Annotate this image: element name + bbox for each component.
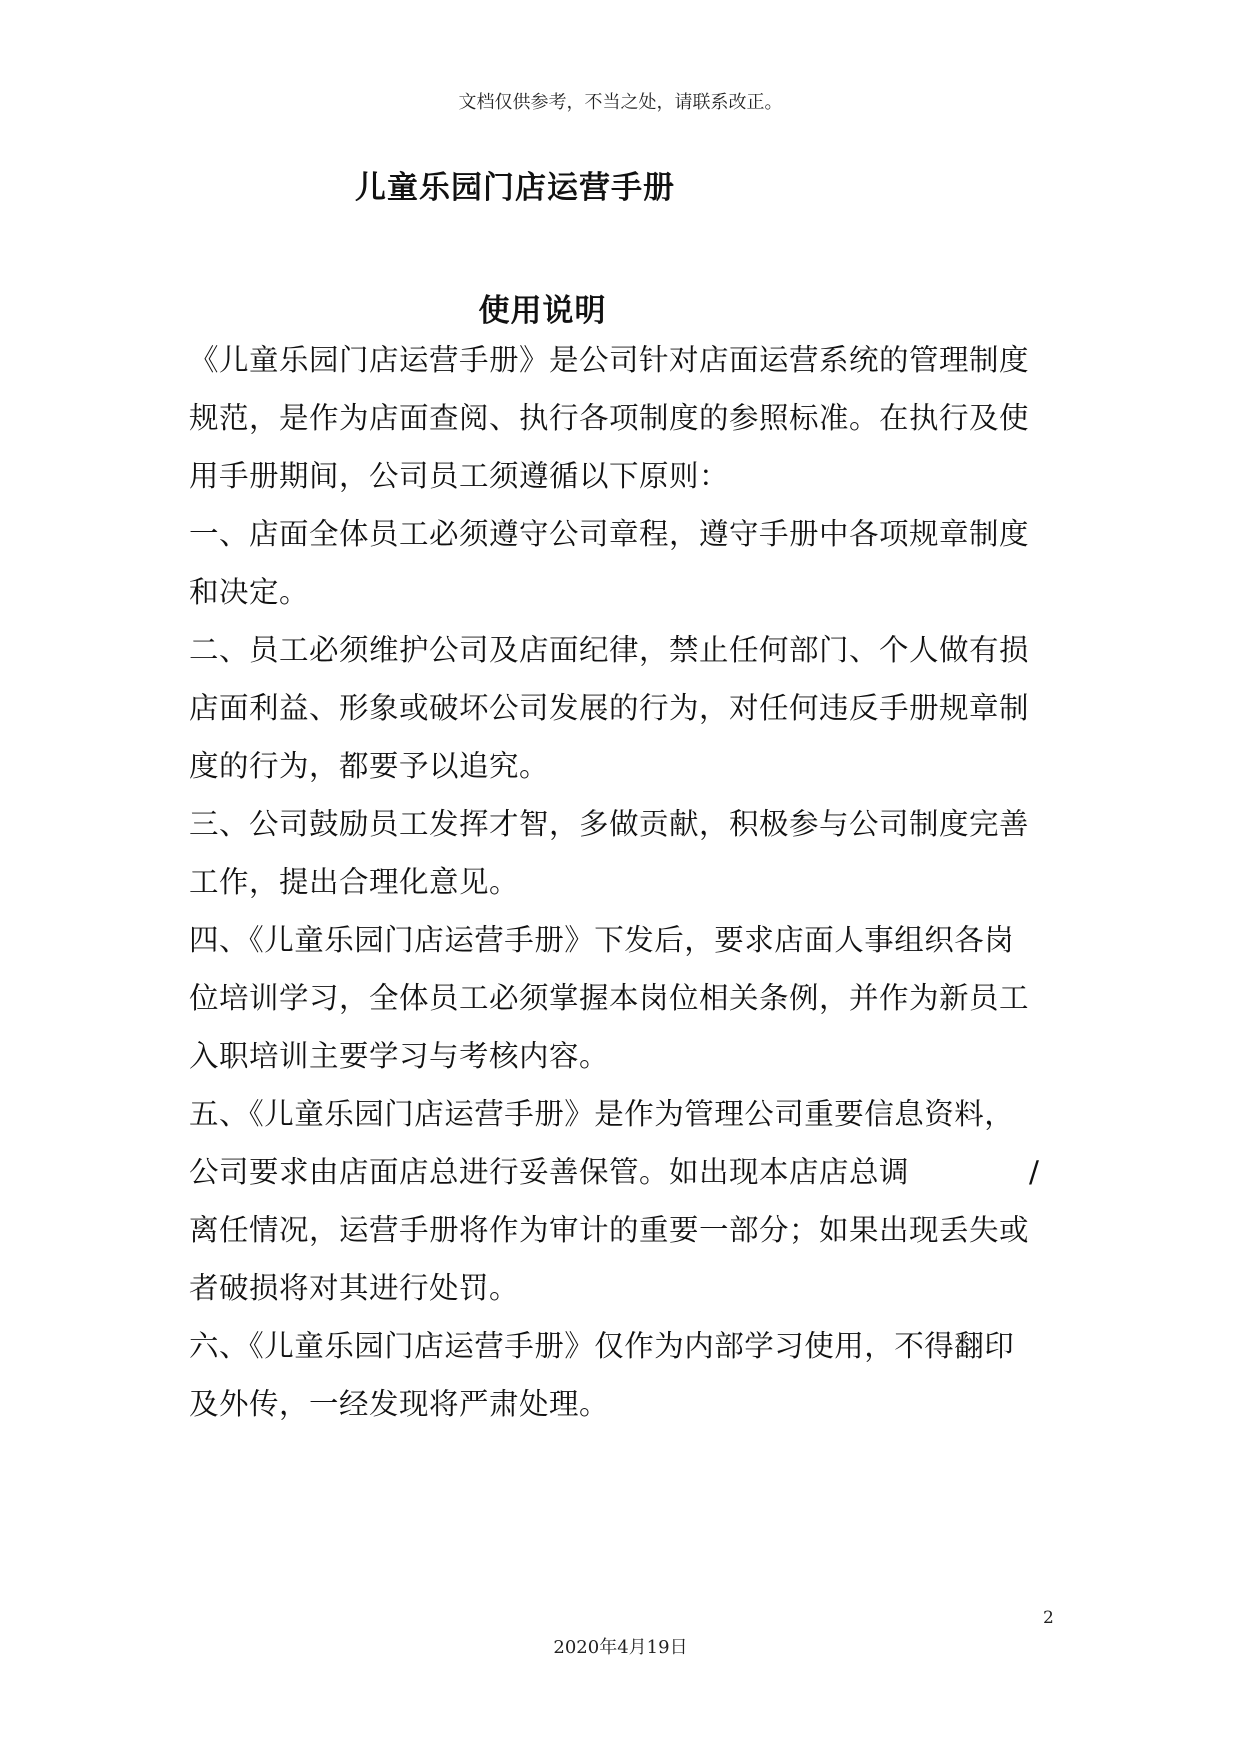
body-line: 入职培训主要学习与考核内容。 bbox=[189, 1039, 610, 1073]
body-line: 用手册期间，公司员工须遵循以下原则： bbox=[189, 459, 730, 493]
body-line: 及外传，一经发现将严肃处理。 bbox=[189, 1387, 610, 1421]
body-line: 度的行为，都要予以追究。 bbox=[189, 749, 550, 783]
body-line: 三、公司鼓励员工发挥才智，多做贡献，积极参与公司制度完善 bbox=[189, 807, 1030, 841]
body-line: 位培训学习，全体员工必须掌握本岗位相关条例，并作为新员工 bbox=[189, 981, 1030, 1015]
body-line: 二、员工必须维护公司及店面纪律，禁止任何部门、个人做有损 bbox=[189, 633, 1030, 667]
body-line: 《儿童乐园门店运营手册》是公司针对店面运营系统的管理制度 bbox=[189, 343, 1030, 377]
body-line: 店面利益、形象或破坏公司发展的行为，对任何违反手册规章制 bbox=[189, 691, 1030, 725]
body-line: 一、店面全体员工必须遵守公司章程，遵守手册中各项规章制度 bbox=[189, 517, 1030, 551]
body-line: 和决定。 bbox=[189, 575, 310, 609]
body-line: 规范，是作为店面查阅、执行各项制度的参照标准。在执行及使 bbox=[189, 401, 1030, 435]
body-line: 者破损将对其进行处罚。 bbox=[189, 1271, 520, 1305]
body-line: 五、《儿童乐园门店运营手册》是作为管理公司重要信息资料， bbox=[189, 1097, 1015, 1131]
page-number: 2 bbox=[1043, 1608, 1054, 1628]
section-title: 使用说明 bbox=[478, 293, 607, 329]
footer-date: 2020年4月19日 bbox=[553, 1637, 688, 1658]
body-line: 六、《儿童乐园门店运营手册》仅作为内部学习使用，不得翻印 bbox=[189, 1329, 1015, 1363]
body-line: 离任情况，运营手册将作为审计的重要一部分；如果出现丢失或 bbox=[189, 1213, 1030, 1247]
body-line: 公司要求由店面店总进行妥善保管。如出现本店店总调 / bbox=[189, 1155, 1040, 1189]
page-header-note: 文档仅供参考，不当之处，请联系改正。 bbox=[458, 92, 783, 113]
document-title: 儿童乐园门店运营手册 bbox=[355, 170, 675, 206]
body-line: 四、《儿童乐园门店运营手册》下发后，要求店面人事组织各岗 bbox=[189, 923, 1015, 957]
body-line: 工作，提出合理化意见。 bbox=[189, 865, 520, 899]
